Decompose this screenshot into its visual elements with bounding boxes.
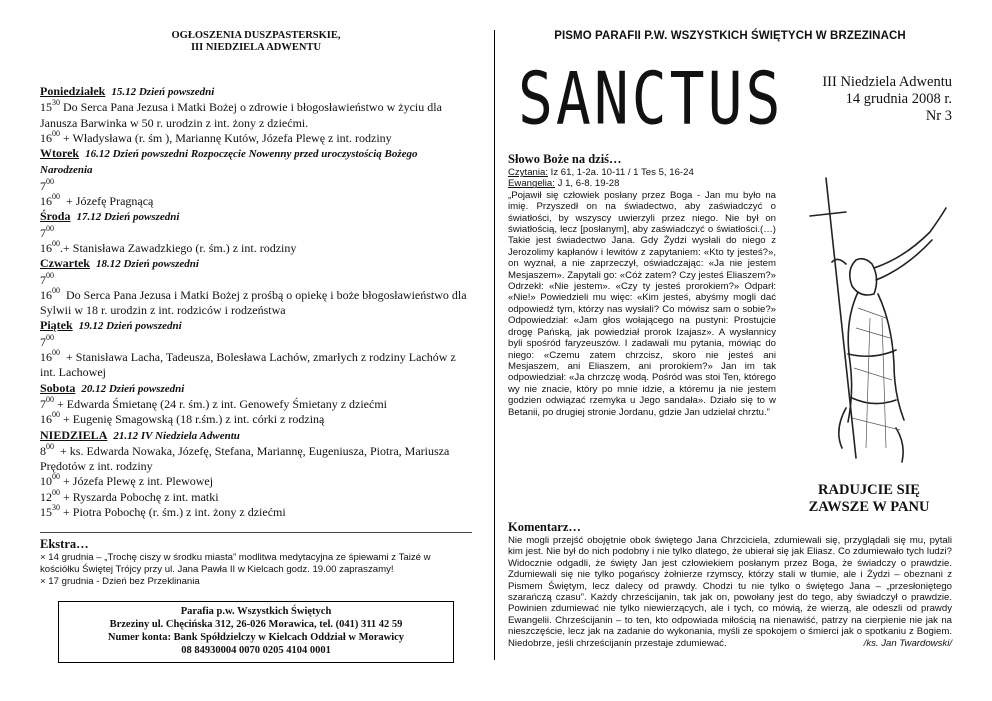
komentarz-signature: /ks. Jan Twardowski/ [863, 638, 952, 650]
mass-entry: $16^{00}.+$ Stanisława Zawadzkiego (r. śm.) z int. rodziny [40, 238, 297, 255]
mass-entry: $15^{30}$ + Piotra Pobochę (r. śm.) z int. żony z dziećmi [40, 503, 286, 520]
ekstra-title: Ekstra… [40, 537, 89, 552]
mass-entry: $7^{00}$ [40, 332, 54, 349]
mass-entry: $15^{30}$ Do Serca Pana Jezusa i Matki Bożej o zdrowie i błogosławieństwo w życiu dla Janusza Barwinka w 50 r. urodzin z int. żony z dziećmi. [40, 98, 442, 130]
mass-entry: $16^{00}$ Do Serca Pana Jezusa i Matki Bożej z prośbą o opiekę i boże błogosławieństwo dla Sylwii w 18 r. urodzin z int. rodziców i rodzeństwa [40, 285, 467, 318]
mass-entry: $10^{00}$ + Józefa Plewę z int. Plewowej [40, 472, 214, 489]
mass-entry: $16^{00}$ + Józefę Pragnącą [40, 192, 154, 209]
sanctus-masthead: SANCTUS [518, 56, 784, 141]
gospel-section [508, 152, 776, 418]
announcements-header: OGŁOSZENIA DUSZPASTERSKIE, III NIEDZIELA ADWENTU [171, 30, 341, 53]
gospel-reading: Czytania: Iz 61, 1-2a. 10-11 / 1 Tes 5, 16-24 Ewangelia: J 1, 6-8. 19-28 „Pojawił się człowiek posłany przez Boga - Jan mu było na imię. Przyszedł on na świadectwo, aby zaświadczyć o światłości, by wszyscy uwierzyli przez niego. Nie był on światłością, lecz [posłanym], aby zaświadczyć o światłości.(…) Takie jest świadectwo Jana. Gdy Żydzi wysłali do niego z Jerozolimy kapłanów i lewitów z zapytaniem: «Kto ty jesteś?», on wyznał, a nie zaprzeczył, oświadczając: «Ja nie jestem Mesjaszem». Zapytali go: «Cóż zatem? Czy jesteś Eliaszem?» Odrzekł: «Nie jestem». «Czy ty jesteś prorokiem?» Odparł: «Nie!» Powiedzieli mu więc: «Kim jesteś, abyśmy mogli dać odpowiedź tym, którzy nas wysłali? Co mówisz sam o sobie?» Odpowiedział: «Jam głos wołającego na pustyni: Prostujcie drogę Pańską, jak powiedział prorok Izajasz». A wysłannicy byli spośród faryzeuszów. I zadawali mu pytania, mówiąc do niego: «Czemu zatem chrzcisz, skoro nie jesteś ani Mesjaszem, ani Eliaszem, ani prorokiem?» Jan im tak odpowiedział: «Ja chrzczę wodą. Pośród was stoi Ten, którego wy nie znacie, który po mnie idzie, a któremu ja nie jestem godzien odwiązać rzemyka u Jego sandała». Działo się to w Betanii, po drugiej stronie Jordanu, gdzie Jan udzielał chrztu.” [508, 167, 776, 418]
gospel-text: „Pojawił się człowiek posłany przez Boga - Jan mu było na imię. Przyszedł on na świadectwo, aby zaświadczyć o światłości, by wszyscy uwierzyli przez niego. Nie był on światłością, lecz [posłanym], aby zaświadczyć o światłości.(…) Takie jest świadectwo Jana. Gdy Żydzi wysłali do niego z Jerozolimy kapłanów i lewitów z zapytaniem: «Kto ty jesteś?», on wyznał, a nie zaprzeczył, oświadczając: «Ja nie jestem Mesjaszem». Zapytali go: «Cóż zatem? Czy jesteś Eliaszem?» Odrzekł: «Nie jestem». «Czy ty jesteś prorokiem?» Odparł: «Nie!» Powiedzieli mu więc: «Kim jesteś, abyśmy mogli dać odpowiedź tym, którzy nas wysłali? Co mówisz sam o sobie?» Odpowiedział: «Jam głos wołającego na pustyni: Prostujcie drogę Pańską, jak powiedział prorok Izajasz». A wysłannicy byli spośród faryzeuszów. I zadawali mu pytania, mówiąc do niego: «Czemu zatem chrzcisz, skoro nie jesteś ani Mesjaszem, ani Eliaszem, ani prorokiem?» Jan im tak odpowiedział: «Ja chrzczę wodą. Pośród was stoi Ten, którego wy nie znacie, który po mnie idzie, a któremu ja nie jestem godzien odwiązać rzemyka u Jego sandała». Działo się to w Betanii, po drugiej stronie Jordanu, gdzie Jan udzielał chrztu.” [508, 189, 776, 418]
john-baptist-image [786, 168, 952, 468]
mass-entry: $8^{00}$ + ks. Edwarda Nowaka, Józefę, Stefana, Mariannę, Eugeniusza, Piotra, Mariusza Prędotów z int. rodziny [40, 441, 450, 474]
ekstra-item: × 17 grudnia - Dzień bez Przeklinania [40, 576, 472, 588]
day-heading: Piątek 19.12 Dzień powszedni [40, 318, 182, 333]
komentarz-title: Komentarz… [508, 520, 581, 534]
mass-entry: $16^{00}$ + Władysława (r. śm ), Mariannę Kutów, Józefa Plewę z int. rodziny [40, 128, 392, 145]
john-baptist-illustration [786, 168, 952, 468]
mass-entry: $12^{00}$ + Ryszarda Pobochę z int. matki [40, 487, 219, 504]
publication-header: PISMO PARAFII P.W. WSZYSTKICH ŚWIĘTYCH W BRZEZINACH [554, 30, 906, 42]
day-heading: Sobota 20.12 Dzień powszedni [40, 380, 185, 395]
ekstra-item: × 14 grudnia – „Trochę ciszy w środku miasta” modlitwa medytacyjna ze śpiewami z Taizé w kościółku Świętej Trójcy przy ul. Jana Pawła II w Kielcach godz. 19.00 zapraszamy! [40, 552, 472, 575]
mass-schedule [40, 84, 472, 520]
komentarz-section [508, 520, 952, 649]
day-heading: Poniedziałek 15.12 Dzień powszedni [40, 84, 215, 98]
mass-entry: $7^{00}$ [40, 176, 54, 193]
announcements-column [40, 30, 472, 663]
mass-entry: $7^{00}$ [40, 223, 54, 240]
issue-info: III Niedziela Adwentu 14 grudnia 2008 r. Nr 3 [822, 74, 952, 124]
slowo-title: Słowo Boże na dziś… [508, 152, 622, 166]
komentarz-text: Nie mogli przejść obojętnie obok świętego Jana Chrzciciela, zdumiewali się, przyglądali się mu, pytali kim jest. Nie był do nich podobny i nie tylko dlatego, że ubierał się jak Eliasz. Co zdumiewało tych ludzi? Widocznie odgadli, że święty Jan jest człowiekiem posłanym przez Boga, że świadczy o prawdzie. Zdumiewali się nie tylko pogańscy żołnierze rzymscy, którzy stali w tłumie, ale i Żydzi – obeznani z Pismem Świętym, lecz dalecy od prawdy. Chodzi tu nie tylko o świętego Jana – „przesłoniętego szarańczą czasu”. Każdy chrześcijanin, tak jak on, powołany jest do tego, aby świadczył o prawdzie. Powinien zdumiewać nie tylko niewierzących, ale i tych, co mówią, że wierzą, ale odeszli od prawdy Ewangelii. Chrześcijanin – to ten, kto odpowiada miłością na nienawiść, patrzy na cierpienie nie jak na nieszczęście, lecz jak na zadanie do wykonania, myśli ze spokojem o śmierci jak o spotkaniu z Bogiem. Niedobrze, jeśli chrześcijanin przestaje zdumiewać. [508, 535, 952, 649]
mass-entry: $16^{00}$ + Stanisława Lacha, Tadeusza, Bolesława Lachów, zmarłych z rodziny Lachów z int. Lachowej [40, 348, 456, 380]
day-heading: Środa 17.12 Dzień powszedni [40, 209, 180, 224]
day-heading: NIEDZIELA 21.12 IV Niedziela Adwentu [40, 427, 240, 442]
radujcie-slogan: RADUJCIE SIĘ ZAWSZE W PANU [808, 482, 930, 515]
mass-entry: $7^{00}$ [40, 270, 54, 287]
parish-info-box: Parafia p.w. Wszystkich Świętych Brzeziny ul. Chęcińska 312, 26-026 Morawica, tel. (041) 311 42 59 Numer konta: Bank Spółdzielczy w Kielcach Oddział w Morawicy 08 84930004 0070 0205 4104 0001 [58, 601, 454, 663]
mass-entry: $16^{00}$ + Eugenię Smagowską (18 r.śm.) z int. córki z rodziną [40, 410, 325, 427]
day-heading: Wtorek 16.12 Dzień powszedni Rozpoczęcie Nowenny przed uroczystością Bożego Narodzenia [40, 146, 418, 177]
newsletter-column [508, 30, 952, 660]
section-divider [40, 532, 472, 533]
mass-entry: $7^{00}$ + Edwarda Śmietanę (24 r. śm.) z int. Genowefy Śmietany z dziećmi [40, 394, 388, 411]
column-divider [494, 30, 495, 660]
day-heading: Czwartek 18.12 Dzień powszedni [40, 256, 199, 271]
ekstra-list [40, 552, 472, 587]
